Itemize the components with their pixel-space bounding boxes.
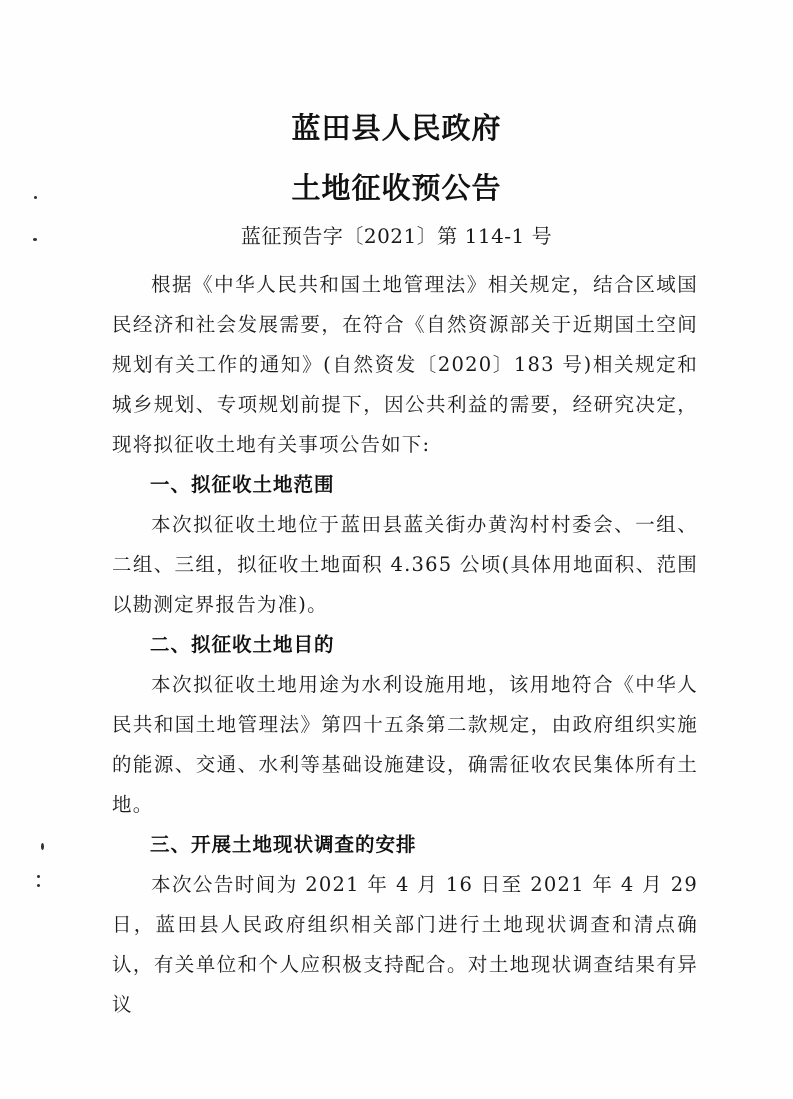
document-title-issuer: 蓝田县人民政府 xyxy=(291,111,502,145)
scan-speck xyxy=(34,196,37,199)
scan-speck xyxy=(41,843,44,850)
document-title-subject: 土地征收预公告 xyxy=(291,171,502,205)
scan-speck xyxy=(37,875,40,878)
section-heading-purpose: 二、拟征收土地目的 xyxy=(150,633,335,656)
section-text-scope: 本次拟征收土地位于蓝田县蓝关街办黄沟村村委会、一组、二组、三组，拟征收土地面积 4.365 公顷(具体用地面积、范围以勘测定界报告为准)。 xyxy=(112,513,698,616)
section-text-survey: 本次公告时间为 2021 年 4 月 16 日至 2021 年 4 月 29 日，蓝田县人民政府组织相关部门进行土地现状调查和清点确认，有关单位和个人应积极支持配合。对土地现状调查结果有异议 xyxy=(112,873,698,1016)
section-text-purpose: 本次拟征收土地用途为水利设施用地，该用地符合《中华人民共和国土地管理法》第四十五条第二款规定，由政府组织实施的能源、交通、水利等基础设施建设，确需征收农民集体所有土地。 xyxy=(112,673,698,816)
scan-speck xyxy=(33,238,37,241)
section-heading-scope: 一、拟征收土地范围 xyxy=(150,473,335,496)
scan-speck xyxy=(37,884,40,887)
section-heading-survey: 三、开展土地现状调查的安排 xyxy=(150,833,417,856)
document-number: 蓝征预告字〔2021〕第 114-1 号 xyxy=(240,224,553,248)
intro-paragraph: 根据《中华人民共和国土地管理法》相关规定，结合区域国民经济和社会发展需要，在符合《自然资源部关于近期国土空间规划有关工作的通知》(自然资发〔2020〕183 号)相关规定和城乡规划、专项规划前提下，因公共利益的需要，经研究决定，现将拟征收土地有关事项公告如下: xyxy=(112,273,698,456)
